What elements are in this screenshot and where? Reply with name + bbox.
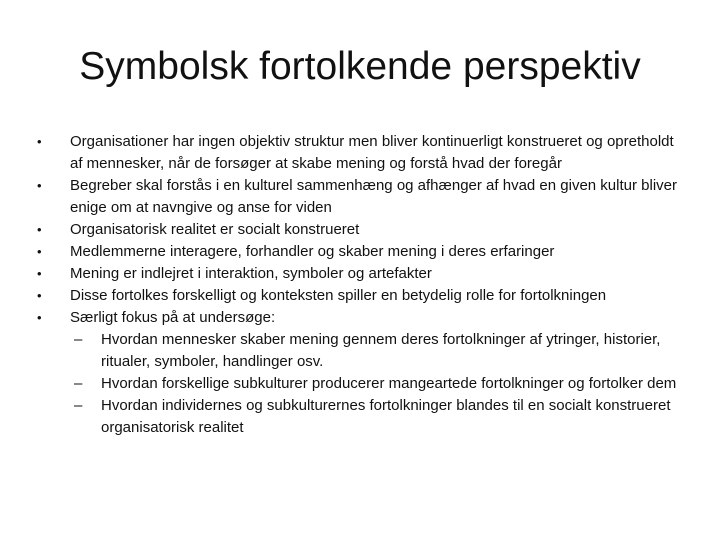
bullet-list bbox=[37, 131, 687, 329]
dash-marker: – bbox=[74, 375, 83, 392]
bullet-item bbox=[37, 307, 687, 329]
slide-title: Symbolsk fortolkende perspektiv bbox=[79, 45, 641, 88]
sub-bullet-item bbox=[37, 395, 687, 439]
bullet-text: Organisationer har ingen objektiv struktur men bliver kontinuerligt konstrueret og opretholdt af mennesker, når de forsøger at skabe mening og forstå hvad der foregår bbox=[70, 133, 674, 172]
bullet-marker: • bbox=[37, 178, 42, 193]
bullet-marker: • bbox=[37, 266, 42, 281]
bullet-marker: • bbox=[37, 310, 42, 325]
bullet-text: Disse fortolkes forskelligt og konteksten spiller en betydelig rolle for fortolkningen bbox=[70, 287, 607, 304]
bullet-item bbox=[37, 219, 687, 241]
sub-bullet-text: Hvordan individernes og subkulturernes fortolkninger blandes til en socialt konstrueret organisatorisk realitet bbox=[101, 397, 671, 436]
sub-bullet-item bbox=[37, 373, 687, 395]
sub-bullet-text: Hvordan mennesker skaber mening gennem deres fortolkninger af ytringer, historier, ritualer, symboler, handlinger osv. bbox=[101, 331, 661, 370]
bullet-text: Mening er indlejret i interaktion, symboler og artefakter bbox=[70, 265, 432, 282]
dash-marker: – bbox=[74, 397, 83, 414]
bullet-text: Organisatorisk realitet er socialt konstrueret bbox=[70, 221, 360, 238]
bullet-item bbox=[37, 285, 687, 307]
bullet-marker: • bbox=[37, 222, 42, 237]
bullet-item bbox=[37, 131, 687, 175]
bullet-text: Særligt fokus på at undersøge: bbox=[70, 309, 276, 326]
bullet-text: Medlemmerne interagere, forhandler og skaber mening i deres erfaringer bbox=[70, 243, 555, 260]
bullet-text: Begreber skal forstås i en kulturel sammenhæng og afhænger af hvad en given kultur bliver enige om at navngive og anse for viden bbox=[70, 177, 677, 216]
slide-content bbox=[37, 131, 687, 439]
sub-bullet-text: Hvordan forskellige subkulturer producerer mangeartede fortolkninger og fortolker dem bbox=[101, 375, 677, 392]
bullet-item bbox=[37, 175, 687, 219]
bullet-item bbox=[37, 241, 687, 263]
sub-bullet-list bbox=[37, 329, 687, 439]
bullet-item bbox=[37, 263, 687, 285]
bullet-marker: • bbox=[37, 134, 42, 149]
dash-marker: – bbox=[74, 331, 83, 348]
bullet-marker: • bbox=[37, 288, 42, 303]
sub-bullet-item bbox=[37, 329, 687, 373]
bullet-marker: • bbox=[37, 244, 42, 259]
